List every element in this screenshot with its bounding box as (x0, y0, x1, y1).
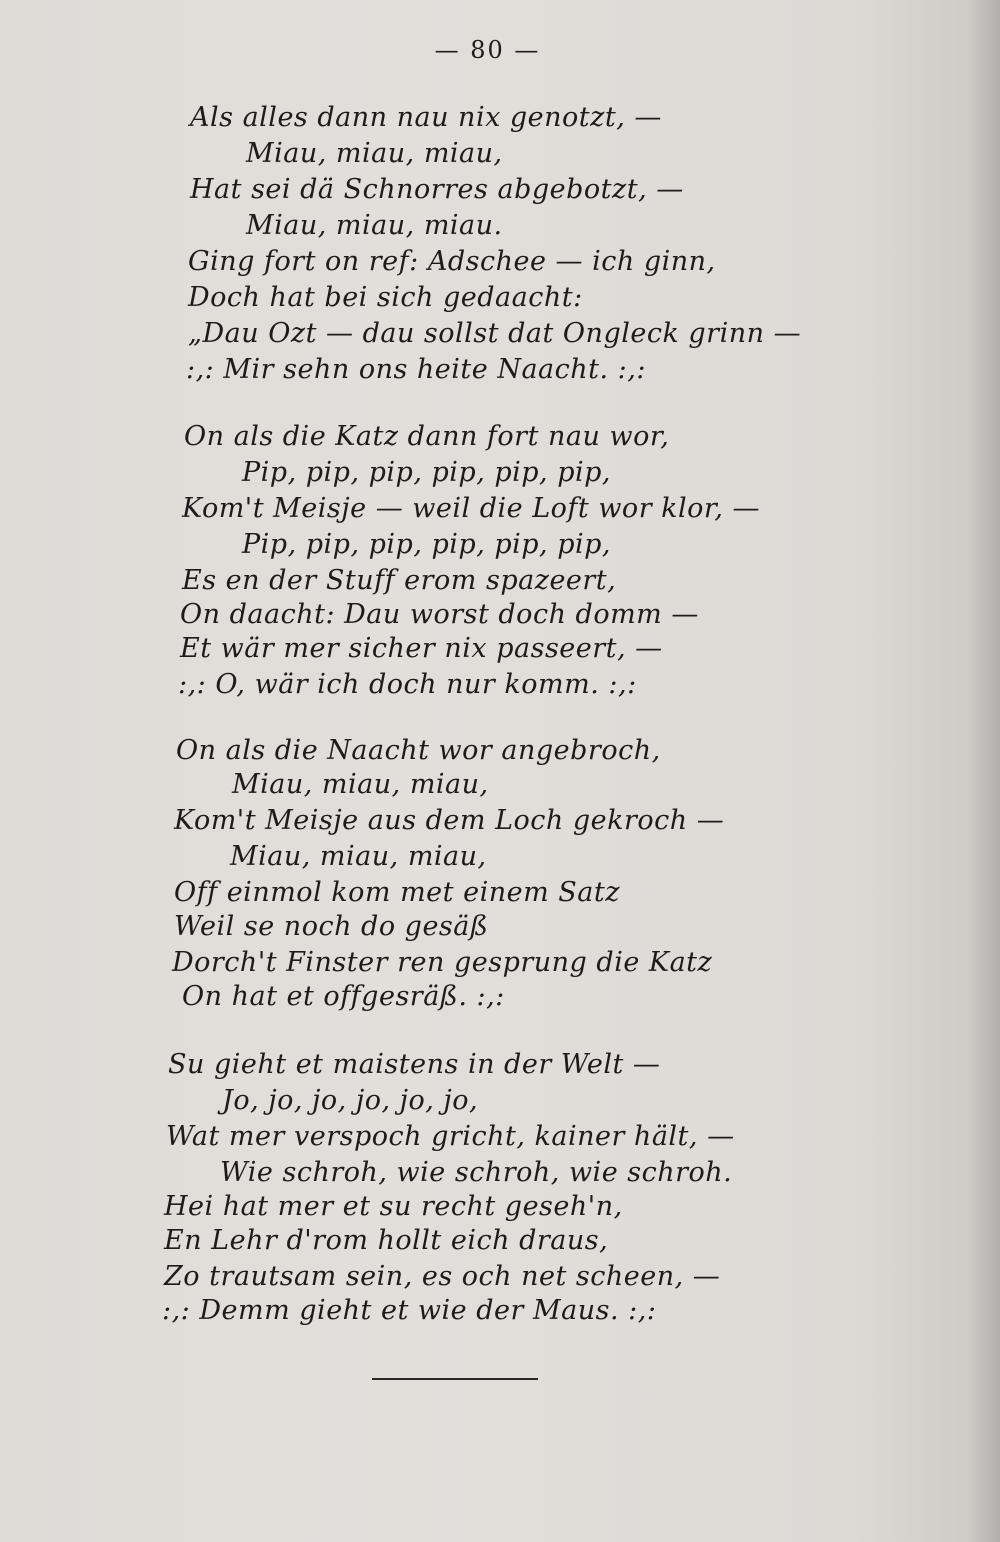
verse-line: Es en der Stuff erom spazeert, (182, 565, 617, 596)
verse-line: Miau, miau, miau. (246, 210, 503, 241)
verse-line: Doch hat bei sich gedaacht: (188, 282, 583, 313)
verse-line: Ging fort on ref: Adschee — ich ginn, (188, 246, 716, 277)
page-edge-shadow (968, 0, 1000, 1542)
verse-line: Wat mer verspoch gricht, kainer hält, — (166, 1121, 735, 1152)
verse-line: Kom't Meisje aus dem Loch gekroch — (174, 805, 725, 836)
verse-line: Miau, miau, miau, (232, 769, 489, 800)
verse-line: Pip, pip, pip, pip, pip, pip, (242, 529, 612, 560)
verse-line: Wie schroh, wie schroh, wie schroh. (220, 1157, 733, 1188)
verse-line: Miau, miau, miau, (230, 841, 487, 872)
verse-line: Su gieht et maistens in der Welt — (168, 1049, 661, 1080)
verse-line: Pip, pip, pip, pip, pip, pip, (242, 457, 612, 488)
verse-line: On als die Katz dann fort nau wor, (184, 421, 670, 452)
verse-line: On daacht: Dau worst doch domm — (180, 599, 699, 630)
verse-line: Off einmol kom met einem Satz (174, 877, 620, 908)
verse-line: :,: Demm gieht et wie der Maus. :,: (162, 1295, 657, 1326)
verse-line: Kom't Meisje — weil die Loft wor klor, — (182, 493, 761, 524)
end-rule (372, 1378, 538, 1380)
verse-line: Hat sei dä Schnorres abgebotzt, — (190, 174, 684, 205)
verse-line: On als die Naacht wor angebroch, (176, 735, 661, 766)
verse-line: Dorch't Finster ren gesprung die Katz (172, 947, 713, 978)
verse-line: Weil se noch do gesäß (174, 911, 489, 942)
verse-line: „Dau Ozt — dau sollst dat Ongleck grinn — (188, 318, 802, 349)
page-number: — 80 — (434, 36, 541, 64)
verse-line: Jo, jo, jo, jo, jo, jo, (222, 1085, 479, 1116)
verse-line: :,: O, wär ich doch nur komm. :,: (178, 669, 637, 700)
verse-line: Hei hat mer et su recht geseh'n, (164, 1191, 623, 1222)
verse-line: Zo trautsam sein, es och net scheen, — (164, 1261, 721, 1292)
verse-line: Et wär mer sicher nix passeert, — (180, 633, 663, 664)
verse-line: En Lehr d'rom hollt eich draus, (164, 1225, 609, 1256)
verse-line: :,: Mir sehn ons heite Naacht. :,: (186, 354, 646, 385)
verse-line: Als alles dann nau nix genotzt, — (190, 102, 662, 133)
verse-line: On hat et offgesräß. :,: (182, 981, 505, 1012)
verse-line: Miau, miau, miau, (246, 138, 503, 169)
